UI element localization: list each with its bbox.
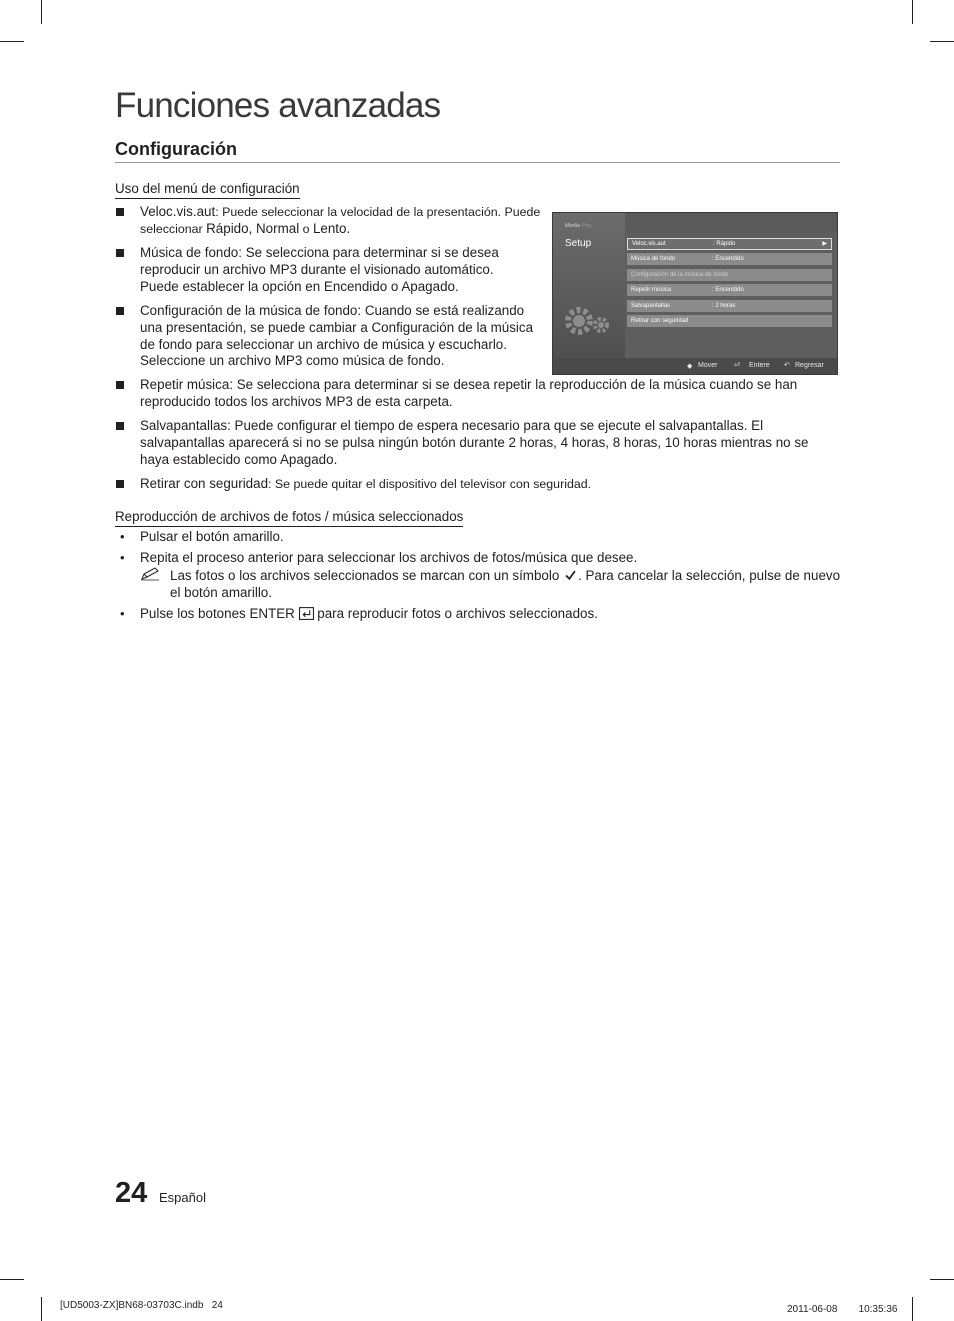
playback-step-3 [140,606,840,623]
item-term: Retirar con seguridad [140,476,269,491]
item-term: Configuración de la música de fondo [140,303,358,318]
note-text: . Para cancelar la selección, pulse de nuevo el botón amarillo. [170,568,841,600]
setup-item-musica [140,245,535,295]
item-term: Repetir música [140,377,230,392]
tv-row-musica[interactable] [627,253,832,265]
tv-menu-list [627,238,832,330]
crop-mark [41,0,42,24]
bullet-square [116,422,124,430]
print-info-right: 2011-06-08 10:35:36 [787,1304,898,1315]
row-value: : Encendido [712,287,744,294]
enter-key-label: ENTER [249,606,295,621]
item-bold: Encendido [323,278,388,294]
crop-mark [41,1297,42,1321]
note-text: Las fotos o los archivos seleccionados se marcan con un símbolo [170,568,560,583]
page-title: Funciones avanzadas [115,86,441,125]
row-value: : Encendido [712,256,744,263]
item-bold: Apagado [279,451,334,467]
bullet-square [116,480,124,488]
media-play-logo [565,223,592,229]
item-text: : Puede seleccionar la velocidad de la presentación. Puede seleccionar [140,205,541,236]
item-text: . [346,220,351,236]
playback-step-1: Pulsar el botón amarillo. [140,529,284,544]
row-label: Música de fondo [631,256,676,263]
tv-top-bar [625,213,837,233]
playback-note [170,568,842,602]
item-text: o [299,221,313,236]
tv-row-repetir[interactable] [627,284,832,296]
section-title: Configuración [115,139,237,159]
row-label: Salvapantallas [631,302,671,309]
crop-mark [0,41,24,42]
item-text: , [248,220,257,236]
crop-mark [912,0,913,24]
item-text: : Se selecciona para determinar si se desea repetir la reproducción de la música cuando se han reproducido todos los archivos MP3 de esta carpeta. [140,377,798,409]
item-term: Música de fondo [140,245,239,260]
item-text: : Se selecciona para determinar si se desea reproducir un archivo MP3 durante el visionado automático. Puede establecer la opción en [140,245,499,294]
page-language: Español [159,1190,206,1205]
item-term: Veloc.vis.aut [140,204,216,219]
setup-item-salvapantallas [140,418,840,468]
item-bold: Rápido [206,220,249,236]
playback-heading: Reproducción de archivos de fotos / música seleccionados [115,509,463,527]
footer-enter: Entere [749,362,770,369]
step-text: Pulse los botones [140,606,250,621]
tv-footer [553,358,837,374]
bullet-square [116,249,124,257]
setup-item-repetir [140,377,840,411]
setup-item-config-musica [140,303,540,370]
bullet-square [116,381,124,389]
crop-mark [912,1297,913,1321]
item-bold: Apagado [401,278,455,294]
row-label: Repetir música [631,287,672,294]
step-text: para reproducir fotos o archivos seleccionados. [313,606,598,621]
page-number: 24 [115,1177,148,1209]
enter-icon [299,607,314,620]
logo-suffix: Play [581,223,593,229]
print-info-left: [UD5003-ZX]BN68-03703C.indb 24 [60,1300,223,1311]
item-text: : Se puede quitar el dispositivo del televisor con seguridad. [268,477,592,491]
setup-heading: Uso del menú de configuración [115,181,300,199]
tv-menu-title: Setup [565,238,592,249]
bullet-square [116,307,124,315]
bullet-dot: • [120,606,125,621]
item-bold: Lento [312,220,347,236]
item-text: o [387,278,402,294]
row-label: Configuración de la música de fondo [631,271,729,278]
item-bold: Configuración de la música de fondo [140,319,534,352]
row-value: : Rápido [713,241,736,247]
return-icon: ↶ [784,362,790,369]
gear-icon [563,301,613,341]
item-text: para seleccionar un archivo de música y escucharlo. Seleccione un archivo MP3 como música de fondo. [140,336,507,369]
item-text: . [454,278,459,294]
bullet-dot: • [120,550,125,565]
playback-step-2: Repita el proceso anterior para seleccionar los archivos de fotos/música que desee. [140,550,638,565]
enter-icon: ⏎ [734,362,740,369]
bullet-dot: • [120,529,125,544]
item-bold: 2 horas, 4 horas, 8 horas, 10 horas [508,434,717,450]
updown-icon: ◆ [687,363,693,370]
item-term: Salvapantallas [140,418,228,433]
tv-row-config-musica[interactable] [627,269,832,281]
row-label: Veloc.vis.aut [632,241,666,247]
arrow-right-icon: ▶ [822,241,827,247]
item-text: mientras no se haya establecido como [140,434,809,467]
item-bold: Normal [256,220,300,236]
checkmark-icon [565,570,576,581]
crop-mark [930,1279,954,1280]
row-value: : 2 horas [712,302,736,309]
footer-back: Regresar [795,362,824,369]
item-text: : Cuando se está realizando una presentación, se puede cambiar a [140,303,525,335]
note-pencil-icon [140,567,160,581]
crop-mark [930,41,954,42]
row-label: Retirar con seguridad [631,317,689,324]
item-text: : Puede configurar el tiempo de espera necesario para que se ejecute el salvapantallas. El salvapantallas aparecerá si no se pulsa ningún botón durante [140,418,764,450]
footer-move: Mover [698,362,718,369]
section-divider [115,162,840,163]
tv-setup-screenshot [552,212,838,375]
setup-item-retirar [140,476,840,493]
logo-text: Media [565,223,580,229]
setup-item-veloc [140,204,545,238]
item-text: . [333,451,338,467]
crop-mark [0,1279,24,1280]
tv-row-veloc[interactable] [627,238,832,250]
tv-row-retirar[interactable] [627,315,832,327]
bullet-square [116,208,124,216]
tv-row-salvapantallas[interactable] [627,300,832,312]
